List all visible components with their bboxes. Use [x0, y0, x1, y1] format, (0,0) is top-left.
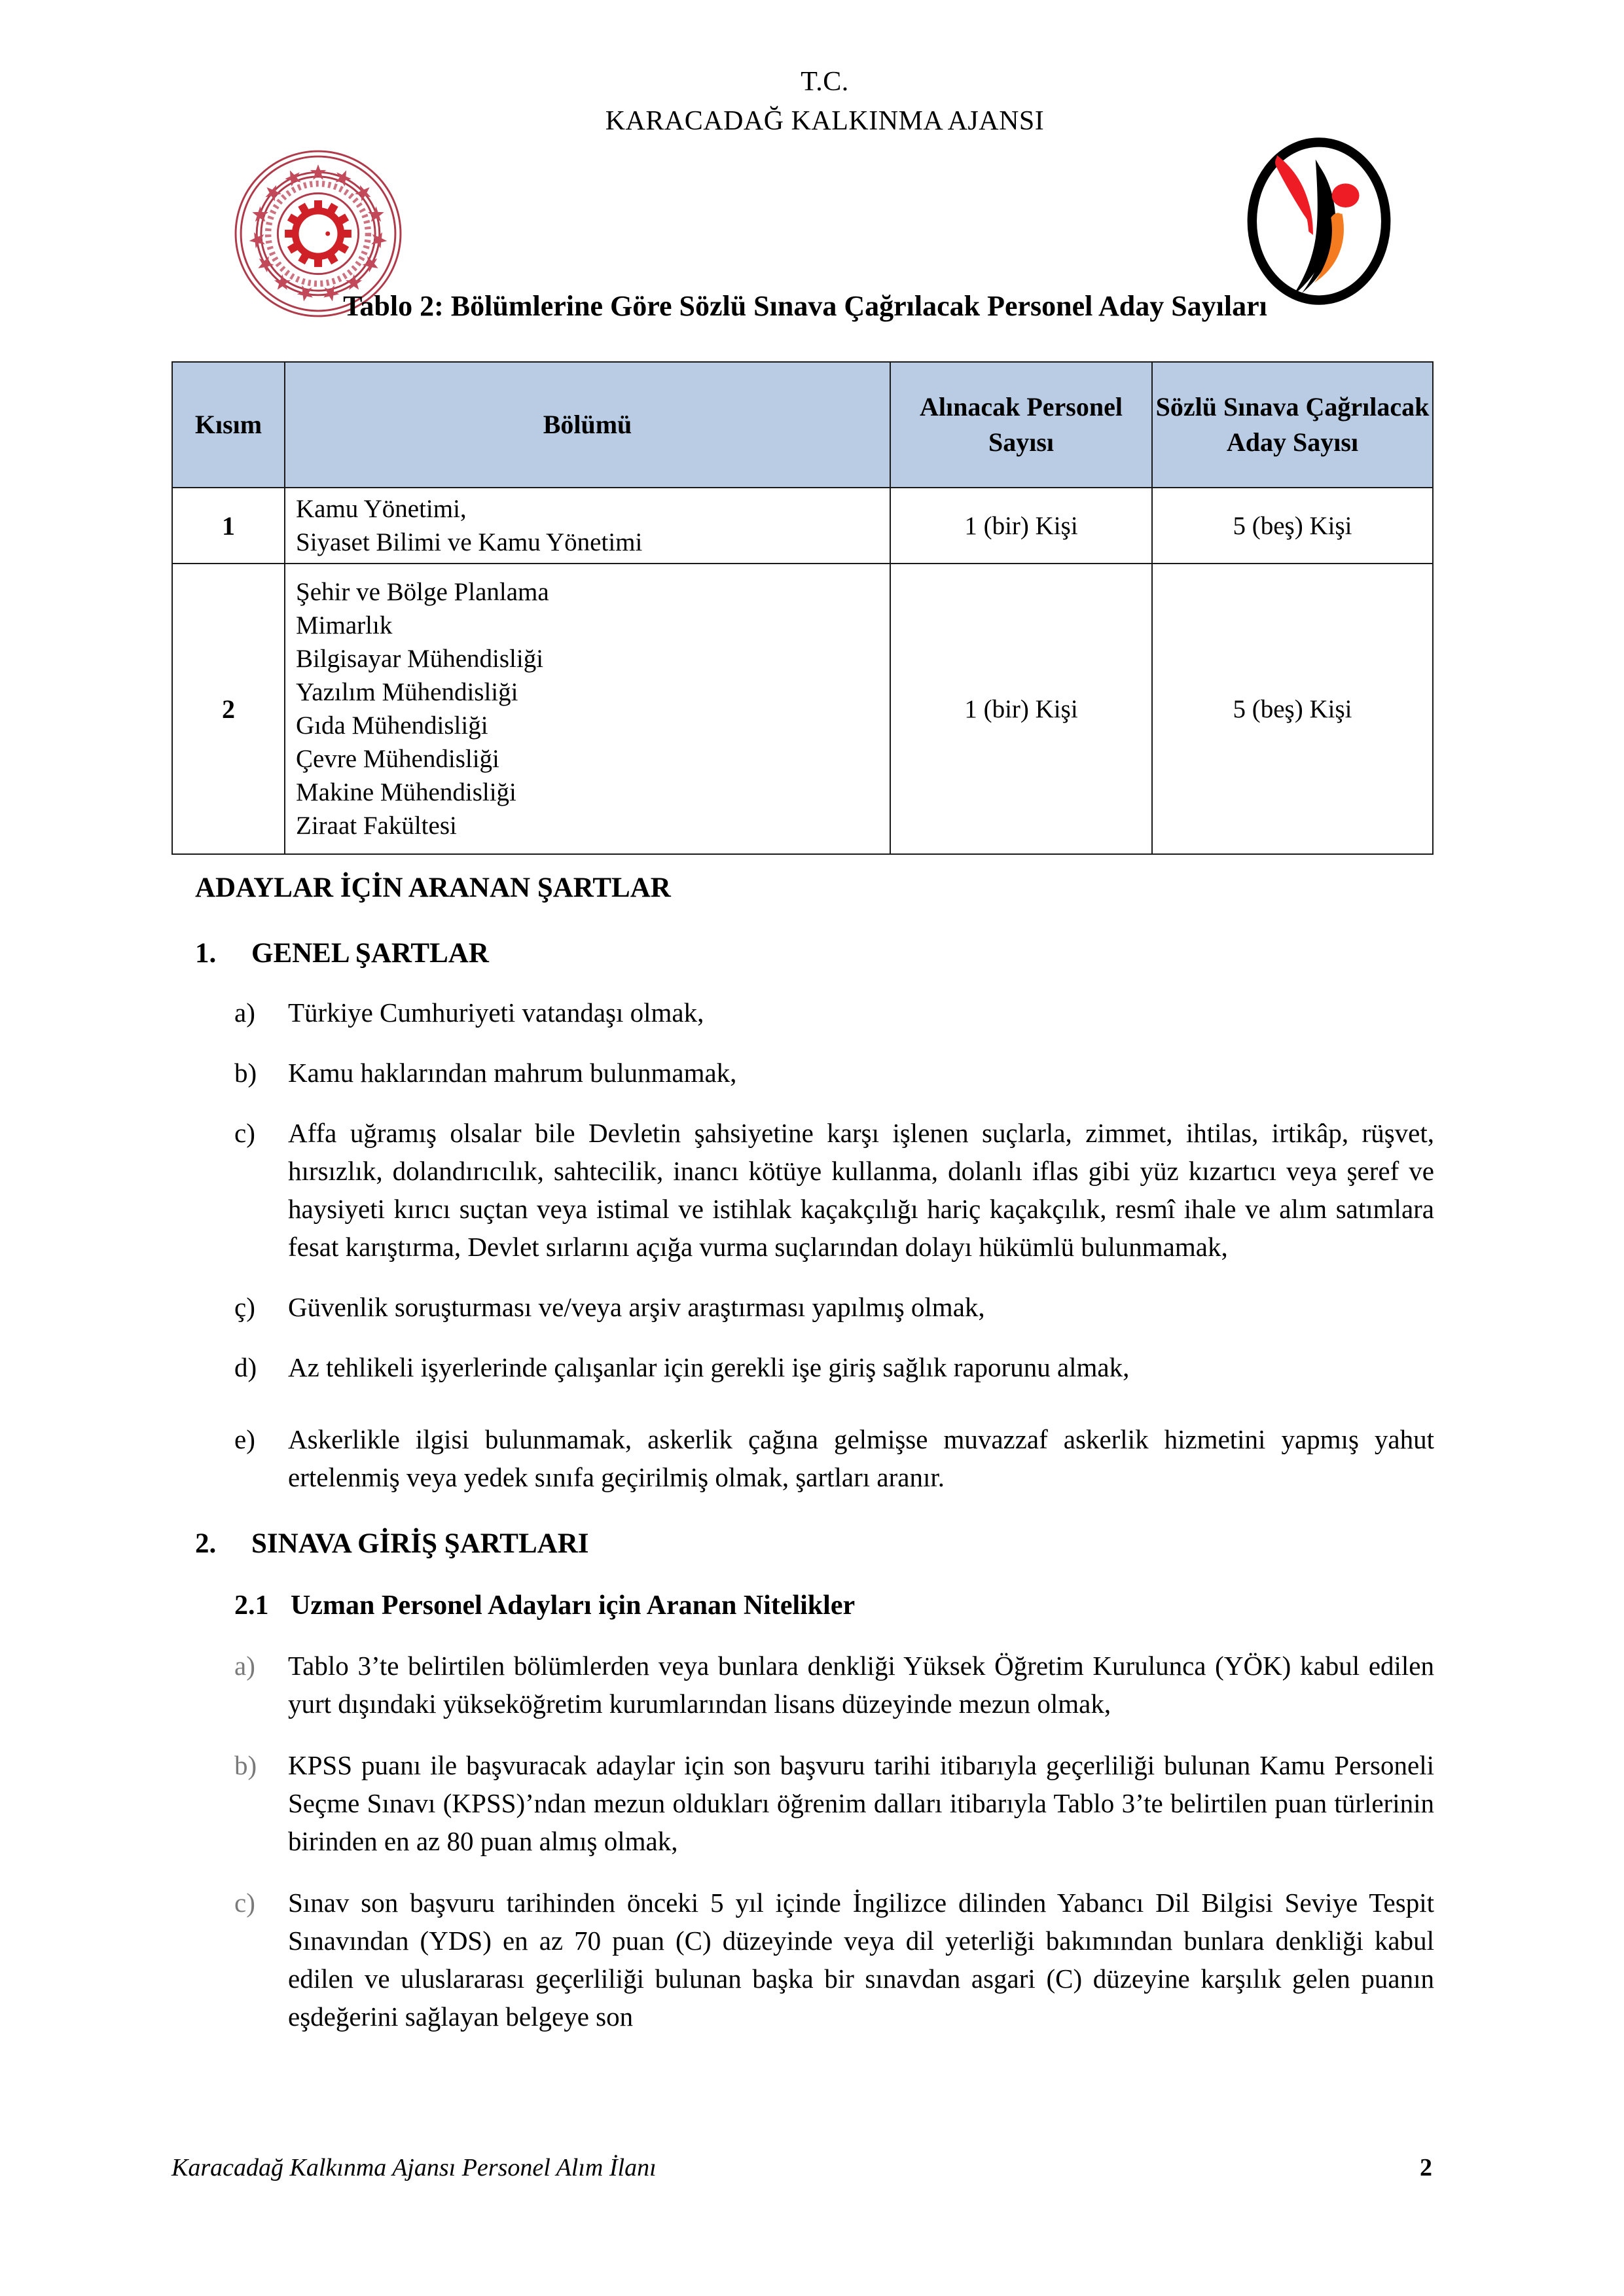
list-marker: c)	[234, 1888, 255, 1918]
list-marker: ç)	[234, 1292, 255, 1322]
list-item-text: Sınav son başvuru tarihinden önceki 5 yıl içinde İngilizce dilinden Yabancı Dil Bilgisi Seviye Tespit Sınavından (YDS) en az 70 puan (C) düzeyinde veya dil yeterliği bakımından bunlara denkliği kabul edilen ve uluslararası geçerliliği bulunan başka bir sınavdan asgari (C) düzeyine karşılık gelen puanın eşdeğerini sağlayan belgeye son	[288, 1888, 1434, 2032]
list-item	[0, 1647, 1624, 1723]
list-item	[0, 994, 1624, 1031]
karacadag-agency-logo-icon	[1233, 135, 1405, 307]
list-item-text: Güvenlik soruşturması ve/veya arşiv araştırması yapılmış olmak,	[288, 1292, 985, 1322]
department-line: Gıda Mühendisliği	[296, 711, 488, 740]
subheading-uzman-personel-adaylari	[234, 1588, 1624, 1623]
table-header-row	[172, 362, 1433, 488]
list-marker: b)	[234, 1750, 257, 1780]
page-footer	[171, 2153, 1432, 2182]
subheading-text: Uzman Personel Adayları için Aranan Nitelikler	[291, 1590, 856, 1621]
heading-adaylar-icin-aranan-sartlar: ADAYLAR İÇİN ARANAN ŞARTLAR	[195, 872, 671, 903]
header-title-line1: T.C.	[801, 67, 849, 97]
table-title: Tablo 2: Bölümlerine Göre Sözlü Sınava Çağrılacak Personel Aday Sayıları	[343, 290, 1267, 322]
list-item	[0, 1054, 1624, 1092]
header-title-block	[458, 62, 1191, 141]
table-row	[172, 488, 1433, 564]
list-marker: a)	[234, 1651, 255, 1681]
heading-text: SINAVA GİRİŞ ŞARTLARI	[251, 1528, 589, 1559]
col-header-bolum: Bölümü	[285, 362, 890, 488]
heading-number: 2.	[195, 1528, 217, 1559]
table-row	[172, 564, 1433, 854]
list-item-text: Tablo 3’te belirtilen bölümlerden veya bunlara denkliği Yüksek Öğretim Kurulunca (YÖK) kabul edilen yurt dışındaki yükseköğretim kurumlarından lisans düzeyinde mezun olmak,	[288, 1651, 1434, 1719]
cell-alinacak-personel: 1 (bir) Kişi	[890, 564, 1152, 854]
list-marker: d)	[234, 1352, 257, 1382]
personnel-table	[171, 361, 1434, 855]
department-line: Şehir ve Bölge Planlama	[296, 578, 549, 606]
header-title-line2: KARACADAĞ KALKINMA AJANSI	[605, 106, 1045, 136]
department-line: Siyaset Bilimi ve Kamu Yönetimi	[296, 528, 643, 556]
list-marker: c)	[234, 1118, 255, 1148]
document-body	[0, 870, 1624, 2036]
list-item-text: Kamu haklarından mahrum bulunmamak,	[288, 1058, 737, 1088]
list-item-text: KPSS puanı ile başvuracak adaylar için son başvuru tarihi itibarıyla geçerliliği bulunan Kamu Personeli Seçme Sınavı (KPSS)’ndan mezun oldukları öğrenim dalları itibarıyla Tablo 3’te belirtilen puan türlerinin birinden en az 80 puan almış olmak,	[288, 1750, 1434, 1856]
cell-sozlu-aday: 5 (beş) Kişi	[1152, 564, 1433, 854]
department-line: Ziraat Fakültesi	[296, 812, 457, 840]
list-marker: a)	[234, 997, 255, 1028]
list-item-text: Türkiye Cumhuriyeti vatandaşı olmak,	[288, 997, 704, 1028]
subheading-number: 2.1	[234, 1590, 269, 1621]
cell-kisim: 2	[172, 564, 285, 854]
list-item	[0, 1420, 1624, 1496]
footer-page-number: 2	[1420, 2154, 1432, 2181]
cell-kisim: 1	[172, 488, 285, 564]
heading-genel-sartlar	[195, 936, 1624, 971]
list-item-text: Az tehlikeli işyerlerinde çalışanlar için gerekli işe giriş sağlık raporunu almak,	[288, 1352, 1130, 1382]
department-line: Makine Mühendisliği	[296, 778, 516, 806]
department-line: Bilgisayar Mühendisliği	[296, 645, 544, 673]
list-marker: e)	[234, 1424, 255, 1454]
heading-text: GENEL ŞARTLAR	[251, 938, 489, 969]
cell-sozlu-aday: 5 (beş) Kişi	[1152, 488, 1433, 564]
list-item-text: Affa uğramış olsalar bile Devletin şahsiyetine karşı işlenen suçlarla, zimmet, ihtilas, irtikâp, rüşvet, hırsızlık, dolandırıcılık, sahtecilik, inancı kötüye kullanma, dolanlı iflas gibi yüz kızartıcı veya şeref ve haysiyeti kırıcı suçtan veya istimal ve istihlak kaçakçılığı hariç kaçakçılık, resmî ihale ve alım satımlara fesat karıştırma, Devlet sırlarını açığa vurma suçlarından dolayı hükümlü bulunmamak,	[288, 1118, 1434, 1262]
cell-alinacak-personel: 1 (bir) Kişi	[890, 488, 1152, 564]
col-header-kisim: Kısım	[172, 362, 285, 488]
department-line: Mimarlık	[296, 611, 393, 639]
list-item	[0, 1114, 1624, 1266]
department-line: Çevre Mühendisliği	[296, 745, 499, 773]
heading-sinava-giris-sartlari	[195, 1526, 1624, 1562]
list-item	[0, 1348, 1624, 1386]
heading-number: 1.	[195, 938, 217, 969]
list-item	[0, 1884, 1624, 2036]
list-item	[0, 1746, 1624, 1860]
list-marker: b)	[234, 1058, 257, 1088]
page-header	[0, 62, 1624, 252]
list-item	[0, 1288, 1624, 1326]
footer-document-title: Karacadağ Kalkınma Ajansı Personel Alım İlanı	[171, 2154, 657, 2181]
personnel-table-wrapper	[171, 361, 1432, 855]
department-line: Yazılım Mühendisliği	[296, 678, 518, 706]
col-header-alinacak-personel-sayisi: Alınacak Personel Sayısı	[890, 362, 1152, 488]
list-item-text: Askerlikle ilgisi bulunmamak, askerlik çağına gelmişse muvazzaf askerlik hizmetini yapmış yahut ertelenmiş veya yedek sınıfa geçirilmiş olmak, şartları aranır.	[288, 1424, 1434, 1492]
department-line: Kamu Yönetimi,	[296, 495, 467, 523]
col-header-sozlu-sinava-cagrilacak-aday-sayisi: Sözlü Sınava Çağrılacak Aday Sayısı	[1152, 362, 1433, 488]
cell-departments	[285, 564, 890, 854]
cell-departments	[285, 488, 890, 564]
